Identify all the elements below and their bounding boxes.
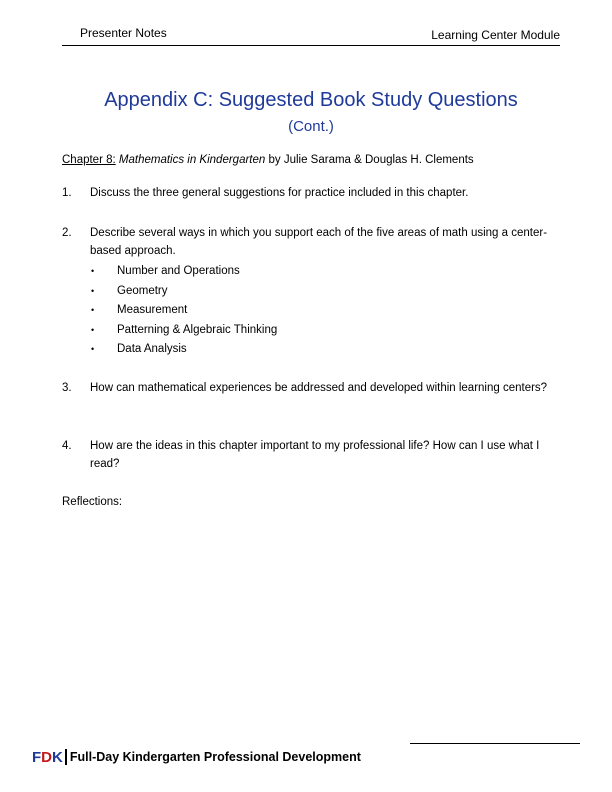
logo-letter-f: F bbox=[32, 748, 42, 766]
list-item bbox=[90, 340, 557, 360]
book-authors: by Julie Sarama & Douglas H. Clements bbox=[265, 154, 474, 166]
question-item bbox=[62, 438, 557, 473]
question-number: 2. bbox=[62, 227, 72, 239]
page-subtitle: (Cont.) bbox=[288, 118, 334, 135]
list-item-label: Data Analysis bbox=[117, 343, 187, 355]
logo-letter-k: K bbox=[52, 748, 63, 766]
list-item bbox=[90, 282, 557, 302]
chapter-label: Chapter 8: bbox=[62, 154, 116, 166]
header-right-text: Learning Center Module bbox=[431, 28, 560, 42]
question-number: 3. bbox=[62, 382, 72, 394]
bullet-icon: • bbox=[91, 344, 95, 354]
list-item bbox=[90, 321, 557, 341]
list-item bbox=[90, 301, 557, 321]
question-number: 1. bbox=[62, 187, 72, 199]
chapter-line bbox=[62, 154, 474, 166]
question-text: Describe several ways in which you support each of the five areas of math using a center-based approach. bbox=[90, 227, 548, 257]
bullet-icon: • bbox=[91, 324, 95, 335]
header-left-text: Presenter Notes bbox=[80, 26, 167, 40]
list-item-label: Patterning & Algebraic Thinking bbox=[117, 323, 278, 336]
list-item bbox=[90, 262, 557, 282]
bullet-icon: • bbox=[91, 305, 95, 315]
math-areas-list bbox=[90, 262, 557, 360]
question-item bbox=[62, 225, 557, 360]
reflections-label: Reflections: bbox=[62, 496, 123, 508]
list-item-label: Number and Operations bbox=[117, 265, 240, 277]
question-item bbox=[62, 185, 557, 203]
header-divider bbox=[62, 45, 560, 46]
question-item bbox=[62, 380, 557, 398]
fdk-logo bbox=[32, 749, 63, 766]
logo-letter-d: D bbox=[41, 748, 53, 766]
footer-branding bbox=[32, 747, 361, 767]
list-item-label: Geometry bbox=[117, 284, 168, 297]
question-number: 4. bbox=[62, 440, 72, 452]
list-item-label: Measurement bbox=[117, 304, 188, 316]
question-text: How can mathematical experiences be addressed and developed within learning centers? bbox=[90, 382, 548, 394]
footer-divider bbox=[410, 743, 580, 744]
book-title: Mathematics in Kindergarten bbox=[118, 154, 266, 166]
logo-separator bbox=[65, 749, 67, 765]
footer-program-name: Full-Day Kindergarten Professional Development bbox=[69, 750, 361, 764]
question-text: Discuss the three general suggestions for practice included in this chapter. bbox=[90, 187, 469, 199]
question-text: How are the ideas in this chapter important to my professional life? How can I use what I read? bbox=[90, 440, 540, 470]
bullet-icon: • bbox=[91, 266, 95, 276]
bullet-icon: • bbox=[91, 285, 95, 296]
page-title: Appendix C: Suggested Book Study Questions bbox=[104, 89, 518, 111]
